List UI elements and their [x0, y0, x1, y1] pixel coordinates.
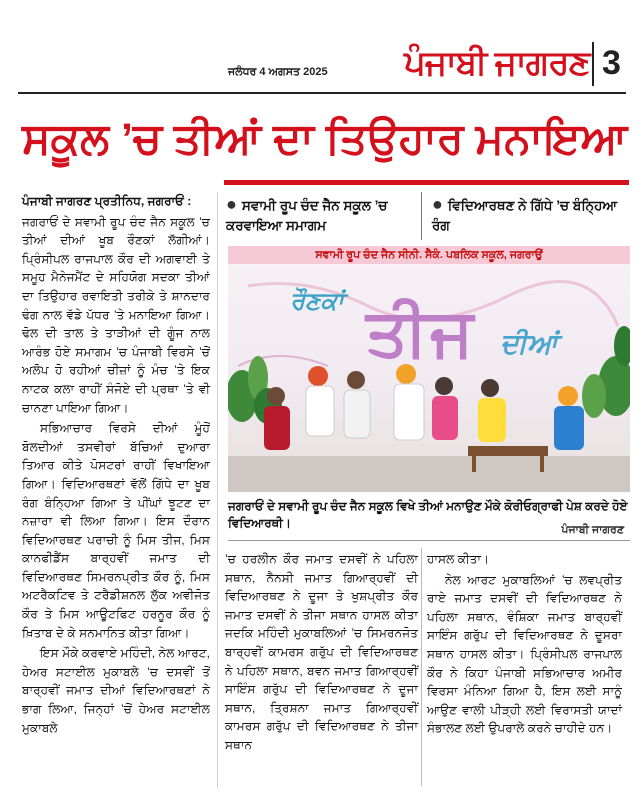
event-photo [228, 246, 630, 492]
headline: ਸਕੂਲ ’ਚ ਤੀਆਂ ਦਾ ਤਿਉਹਾਰ ਮਨਾਇਆ [22, 115, 628, 163]
column-rule [217, 192, 218, 788]
masthead-rule [18, 92, 626, 94]
article-column-2 [225, 550, 418, 755]
page-number: 3 [602, 44, 621, 82]
teej-word-1: ਰੌਣਕਾਂ [290, 288, 344, 315]
bullet-icon: ● [432, 194, 443, 214]
subhead-text: ਸਵਾਮੀ ਰੂਪ ਚੰਦ ਜੈਨ ਸਕੂਲ ’ਚ ਕਰਵਾਇਆ ਸਮਾਗਮ [226, 198, 388, 233]
article-column-1 [22, 192, 210, 737]
plants-right [582, 326, 630, 418]
paragraph: ਜਗਰਾਓਂ ਦੇ ਸਵਾਮੀ ਰੂਪ ਚੰਦ ਜੈਨ ਸਕੂਲ ’ਚ ਤੀਆਂ ਦੀਆਂ ਖੂਬ ਰੌਣਕਾਂ ਲੱਗੀਆਂ। ਪ੍ਰਿੰਸੀਪਲ ਰਾਜਪਾਲ ਕੌਰ ਦੀ ਅਗਵਾਈ ਤੇ ਸਮੂਹ ਮੈਨੇਜਮੈਂਟ ਦੇ ਸਹਿਯੋਗ ਸਦਕਾ ਤੀਆਂ ਦਾ ਤਿਉਹਾਰ ਰਵਾਇਤੀ ਤਰੀਕੇ ਤੇ ਸ਼ਾਨਦਾਰ ਢੰਗ ਨਾਲ ਵੱਡੇ ਪੱਧਰ ’ਤੇ ਮਨਾਇਆ ਗਿਆ। ਢੋਲ ਦੀ ਤਾਲ ਤੇ ਤਾੜੀਆਂ ਦੀ ਗੂੰਜ ਨਾਲ ਆਰੰਭ ਹੋਏ ਸਮਾਗਮ ’ਚ ਪੰਜਾਬੀ ਵਿਰਸੇ ’ਚੋਂ ਅਲੋਪ ਹੋ ਰਹੀਆਂ ਚੀਜ਼ਾਂ ਨੂੰ ਮੰਚ ’ਤੇ ਇਕ ਨਾਟਕ ਕਲਾ ਰਾਹੀਂ ਸੰਜੋਏ ਦੀ ਪ੍ਰਥਾ ’ਤੇ ਵੀ ਚਾਨਣਾ ਪਾਇਆ ਗਿਆ। [22, 214, 210, 415]
subhead-2 [432, 194, 627, 236]
paragraph: ਨੇਲ ਆਰਟ ਮੁਕਾਬਲਿਆਂ ’ਚ ਲਵਪ੍ਰੀਤ ਰਾਏ ਜਮਾਤ ਦਸਵੀਂ ਦੀ ਵਿਦਿਆਰਥਣ ਨੇ ਪਹਿਲਾ ਸਥਾਨ, ਵੰਸ਼ਿਕਾ ਜਮਾਤ ਬਾਰ੍ਹਵੀਂ ਸਾਇੰਸ ਗਰੁੱਪ ਦੀ ਵਿਦਿਆਰਥਣ ਨੇ ਦੂਸਰਾ ਸਥਾਨ ਹਾਸਲ ਕੀਤਾ। ਪ੍ਰਿੰਸੀਪਲ ਰਾਜਪਾਲ ਕੌਰ ਨੇ ਕਿਹਾ ਪੰਜਾਬੀ ਸਭਿਆਚਾਰ ਅਮੀਰ ਵਿਰਸਾ ਮੰਨਿਆ ਗਿਆ ਹੈ, ਇਸ ਲਈ ਸਾਨੂੰ ਆਉਣ ਵਾਲੀ ਪੀੜ੍ਹੀ ਲਈ ਵਿਰਾਸਤੀ ਯਾਦਾਂ ਸੰਭਾਲਣ ਲਈ ਉਪਰਾਲੇ ਕਰਨੇ ਚਾਹੀਦੇ ਹਨ। [427, 572, 622, 736]
teej-word-3: ਦੀਆਂ [500, 328, 558, 359]
paragraph: ਹਾਸਲ ਕੀਤਾ। [427, 552, 490, 566]
caption-rule [228, 540, 630, 541]
subhead-text: ਵਿਦਿਆਰਥਣ ਨੇ ਗਿੱਧੇ ’ਚ ਬੰਨ੍ਹਿਆ ਰੰਗ [432, 198, 618, 233]
photo-credit: ਪੰਜਾਬੀ ਜਾਗਰਣ [561, 524, 624, 536]
school-banner: ਸਵਾਮੀ ਰੂਪ ਚੰਦ ਜੈਨ ਸੀਨੀ. ਸੈਕੰ. ਪਬਲਿਕ ਸਕੂਲ, ਜਗਰਾਉਂ [228, 246, 630, 264]
paragraph: ਇਸ ਮੌਕੇ ਕਰਵਾਏ ਮਹਿੰਦੀ, ਨੇਲ ਆਰਟ, ਹੇਅਰ ਸਟਾਈਲ ਮੁਕਾਬਲੇ ’ਚ ਦਸਵੀਂ ਤੋਂ ਬਾਰ੍ਹਵੀਂ ਜਮਾਤ ਦੀਆਂ ਵਿਦਿਆਰਥਣਾਂ ਨੇ ਭਾਗ ਲਿਆ, ਜਿਨ੍ਹਾਂ ’ਚੋਂ ਹੇਅਰ ਸਟਾਈਲ ਮੁਕਾਬਲੇ [22, 646, 210, 735]
article-column-3 [427, 550, 622, 738]
byline: ਪੰਜਾਬੀ ਜਾਗਰਣ ਪ੍ਰਤੀਨਿਧ, ਜਗਰਾਓਂ : [22, 194, 192, 208]
newspaper-logo: ਪੰਜਾਬੀ ਜਾਗਰਣ [404, 44, 590, 82]
masthead-divider [592, 42, 594, 86]
bullet-icon: ● [226, 194, 237, 214]
paragraph: ’ਚ ਹਰਲੀਨ ਕੌਰ ਜਮਾਤ ਦਸਵੀਂ ਨੇ ਪਹਿਲਾ ਸਥਾਨ, ਨੈਨਸੀ ਜਮਾਤ ਗਿਆਰ੍ਹਵੀਂ ਦੀ ਵਿਦਿਆਰਥਣ ਨੇ ਦੂਜਾ ਤੇ ਖੁਸ਼ਪ੍ਰੀਤ ਕੌਰ ਜਮਾਤ ਦਸਵੀਂ ਨੇ ਤੀਜਾ ਸਥਾਨ ਹਾਸਲ ਕੀਤਾ ਜਦਕਿ ਮਹਿੰਦੀ ਮੁਕਾਬਲਿਆਂ ’ਚ ਸਿਮਰਨਜੋਤ ਬਾਰ੍ਹਵੀਂ ਕਾਮਰਸ ਗਰੁੱਪ ਦੀ ਵਿਦਿਆਰਥਣ ਨੇ ਪਹਿਲਾ ਸਥਾਨ, ਬਵਨ ਜਮਾਤ ਗਿਆਰ੍ਹਵੀਂ ਸਾਇੰਸ ਗਰੁੱਪ ਦੀ ਵਿਦਿਆਰਥਣ ਨੇ ਦੂਜਾ ਸਥਾਨ, ਤ੍ਰਿਸ਼ਨਾ ਜਮਾਤ ਗਿਆਰ੍ਹਵੀਂ ਕਾਮਰਸ ਗਰੁੱਪ ਦੀ ਵਿਦਿਆਰਥਣ ਨੇ ਤੀਜਾ ਸਥਾਨ [225, 552, 418, 752]
column-rule [421, 548, 422, 786]
issue-date: ਜਲੰਧਰ 4 ਅਗਸਤ 2025 [228, 66, 328, 78]
subhead-divider [421, 192, 422, 240]
photo-caption: ਜਗਰਾਓਂ ਦੇ ਸਵਾਮੀ ਰੂਪ ਚੰਦ ਜੈਨ ਸਕੂਲ ਵਿਖੇ ਤੀਆਂ ਮਨਾਉਣ ਮੌਕੇ ਕੋਰੀਓਗ੍ਰਾਫੀ ਪੇਸ਼ ਕਰਦੇ ਹੋਏ ਵਿਦਿਆਰਥੀ। [228, 499, 628, 530]
subhead-1 [226, 194, 416, 236]
paragraph: ਸਭਿਆਚਾਰ ਵਿਰਸੇ ਦੀਆਂ ਮੂੰਹੋਂ ਬੋਲਦੀਆਂ ਤਸਵੀਰਾਂ ਬੱਚਿਆਂ ਦੁਆਰਾ ਤਿਆਰ ਕੀਤੇ ਪੋਸਟਰਾਂ ਰਾਹੀਂ ਵਿਖਾਇਆ ਗਿਆ। ਵਿਦਿਆਰਥਣਾਂ ਵੱਲੋਂ ਗਿੱਧੇ ਦਾ ਖੂਬ ਰੰਗ ਬੰਨ੍ਹਿਆ ਗਿਆ ਤੇ ਪੀਂਘਾਂ ਝੂਟਣ ਦਾ ਨਜ਼ਾਰਾ ਵੀ ਲਿਆ ਗਿਆ। ਇਸ ਦੌਰਾਨ ਵਿਦਿਆਰਥਣ ਪਰਾਚੀ ਨੂੰ ਮਿਸ ਤੀਜ, ਮਿਸ ਕਾਨਫੀਡੈਂਸ ਬਾਰ੍ਹਵੀਂ ਜਮਾਤ ਦੀ ਵਿਦਿਆਰਥਣ ਸਿਮਰਨਪ੍ਰੀਤ ਕੌਰ ਨੂੰ, ਮਿਸ ਅਟਰੈਕਟਿਵ ਤੇ ਟਰੈਡੀਸ਼ਨਲ ਲੁੱਕ ਅਵੀਜੋਤ ਕੌਰ ਤੇ ਮਿਸ ਆਊਟਫਿਟ ਹਰਨੂਰ ਕੌਰ ਨੂੰ ਖ਼ਿਤਾਬ ਦੇ ਕੇ ਸਨਮਾਨਿਤ ਕੀਤਾ ਗਿਆ। [22, 421, 210, 640]
subhead-bar [224, 180, 629, 185]
children-performers [264, 364, 584, 450]
teej-word-2: ਤੀਜ [366, 295, 476, 369]
